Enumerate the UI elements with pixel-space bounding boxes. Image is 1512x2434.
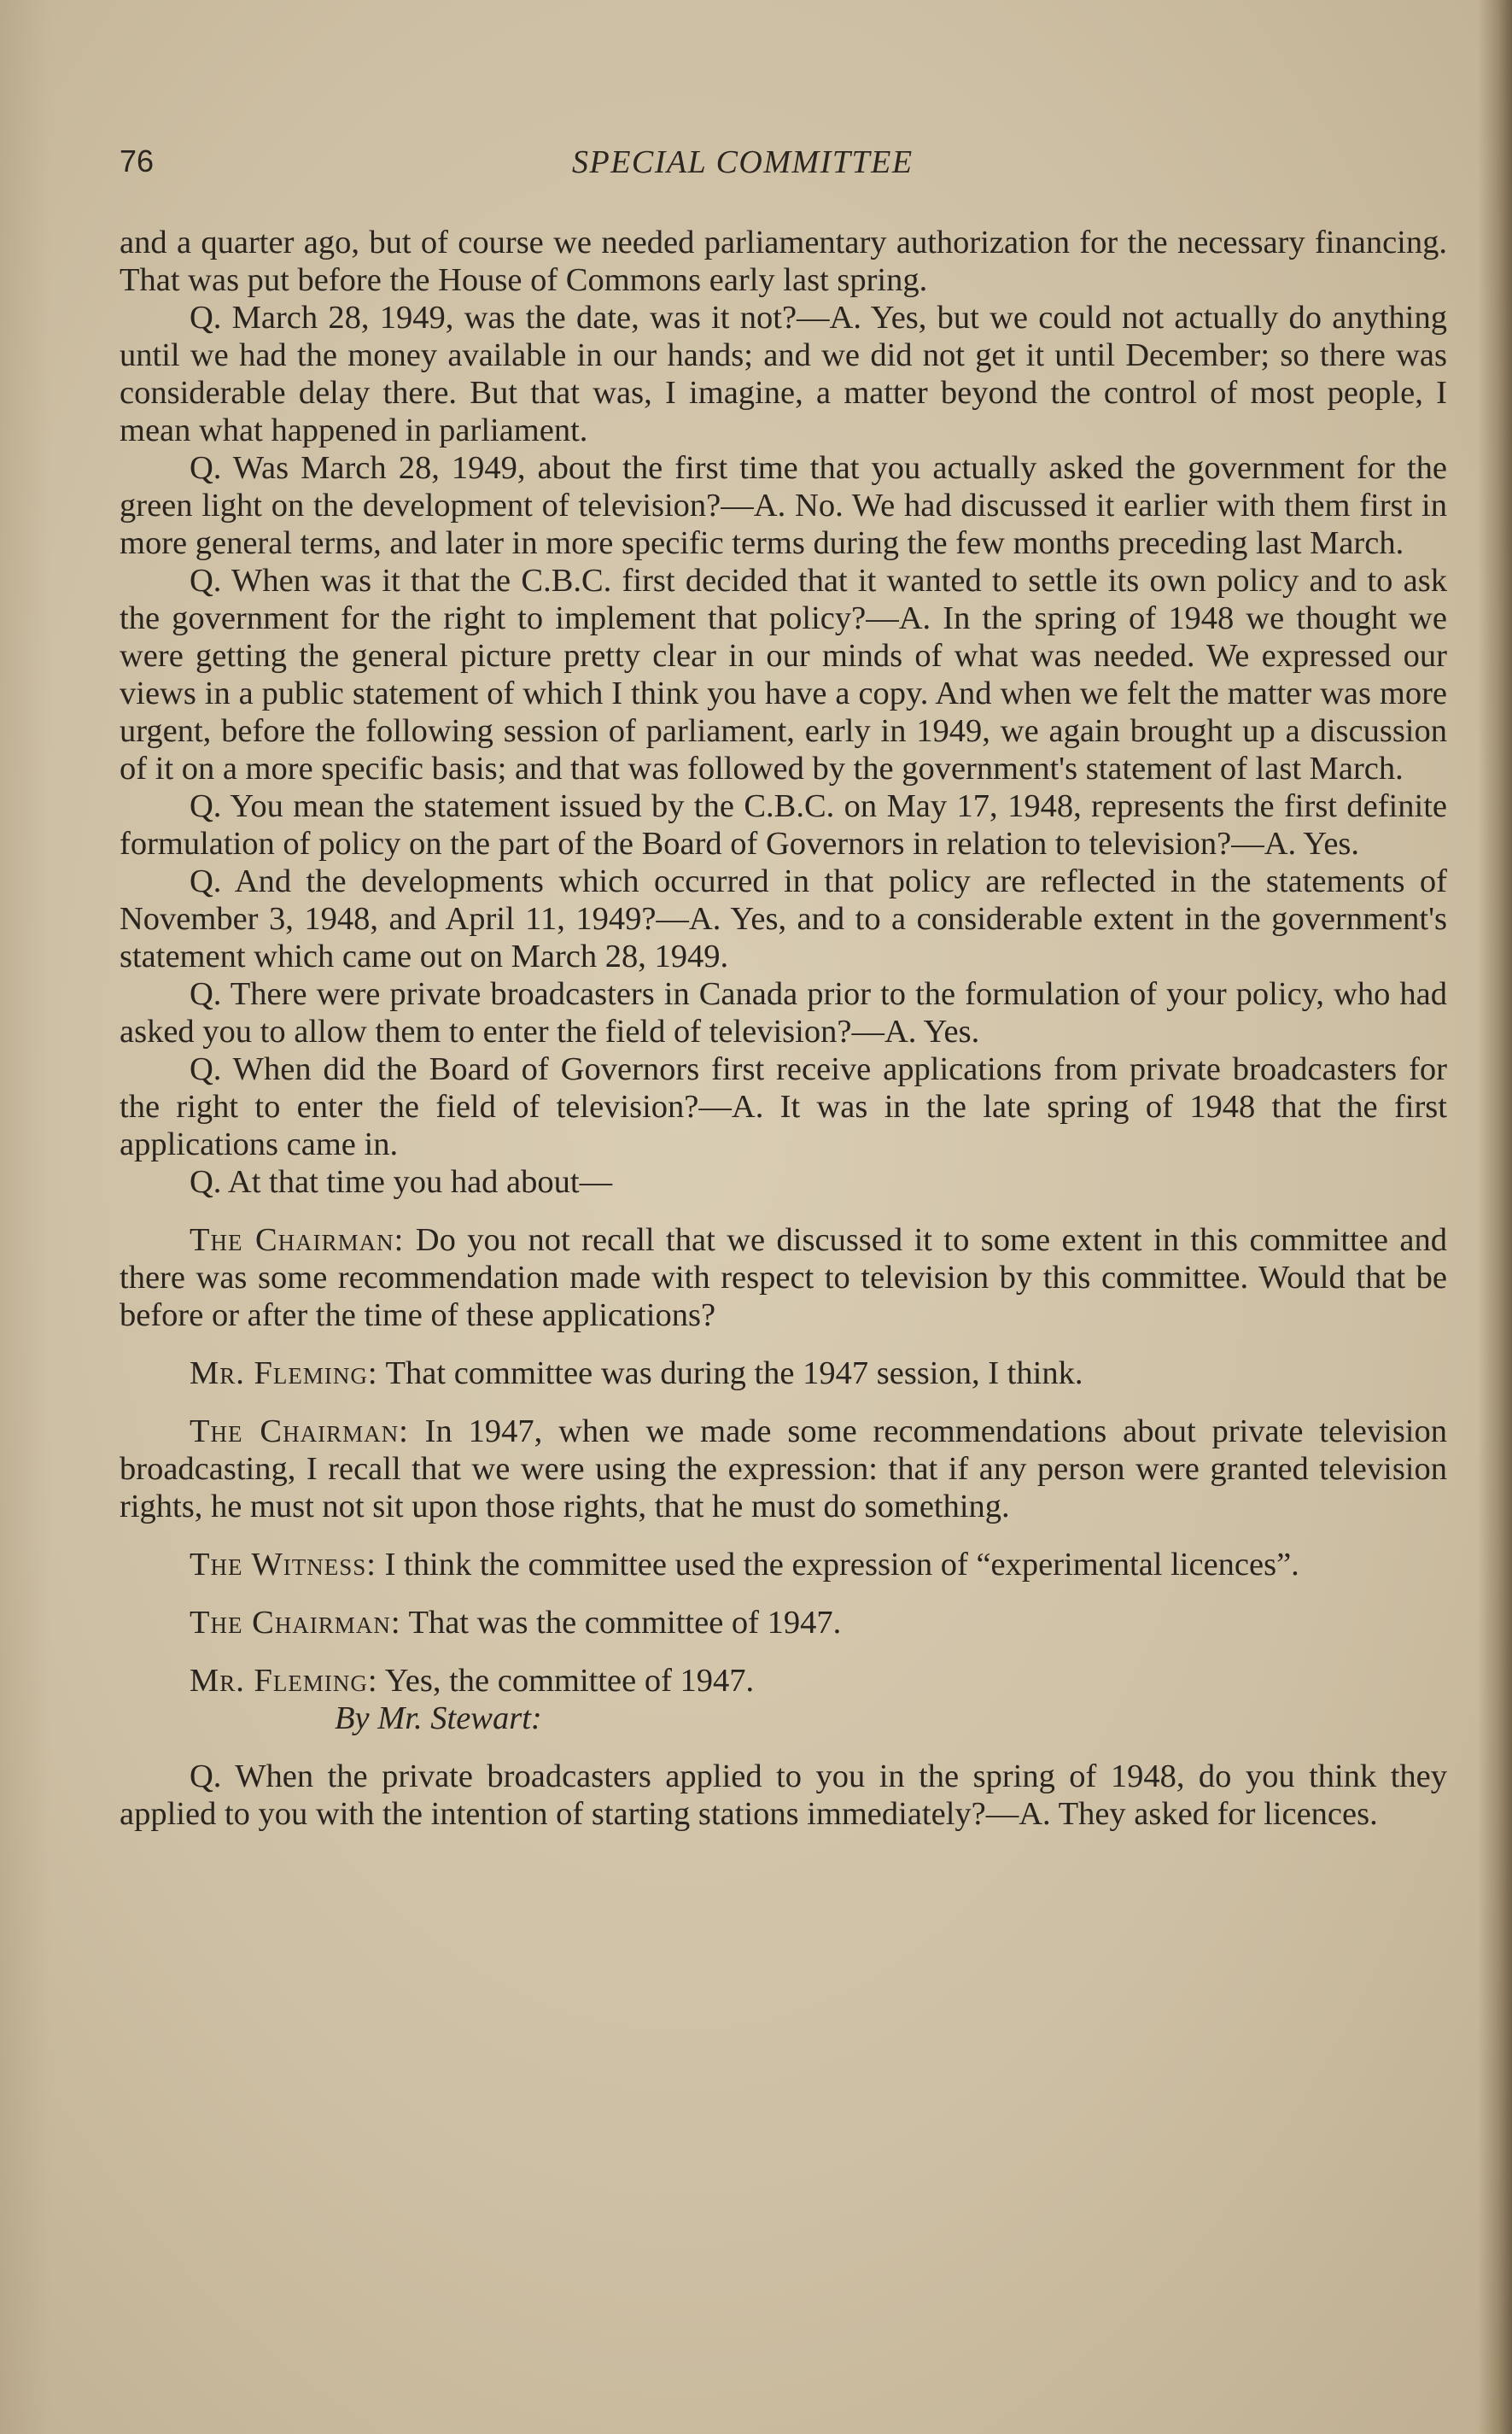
speaker-name: The Witness: [190, 1547, 377, 1583]
speech-text: In 1947, when we made some recommendations about private television broadcasting, I recall that we were using the expression: that if any person were granted television rights, he must not sit upon those rights, that he must do something. [120, 1413, 1448, 1524]
speaker-name: The Chairman: [190, 1413, 409, 1449]
page-header [120, 143, 1451, 186]
paragraph: Q. March 28, 1949, was the date, was it not?—A. Yes, but we could not actually do anything until we had the money available in our hands; and we did not get it until December; so there was considerable delay there. But that was, I imagine, a matter beyond the control of most people, I mean what happened in parliament. [120, 300, 1447, 448]
speech-text: Do you not recall that we discussed it to some extent in this committee and there was some recommendation made with respect to television by this committee. Would that be before or after the time of these applications? [120, 1222, 1448, 1333]
examiner-byline: By Mr. Stewart: [335, 1700, 542, 1736]
speech-text: I think the committee used the expression of “experimental licences”. [384, 1547, 1299, 1583]
page-edge-shadow-right [1478, 0, 1512, 2434]
speech-text: That was the committee of 1947. [408, 1605, 842, 1641]
body-text [120, 224, 1447, 1833]
speaker-name: Mr. Fleming: [190, 1663, 378, 1699]
speaker-name: The Chairman: [190, 1222, 405, 1258]
paragraph: Q. Was March 28, 1949, about the first time that you actually asked the government for the green light on the development of television?—A. No. We had discussed it earlier with them first in more general terms, and later in more specific terms during the few months preceding last March. [120, 450, 1447, 561]
speech-text: That committee was during the 1947 session, I think. [385, 1355, 1083, 1391]
paragraph: Q. When was it that the C.B.C. first decided that it wanted to settle its own policy and to ask the government for the right to implement that policy?—A. In the spring of 1948 we thought we were getting the general picture pretty clear in our minds of what was needed. We expressed our views in a public statement of which I think you have a copy. And when we felt the matter was more urgent, before the following session of parliament, early in 1949, we again brought up a discussion of it on a more specific basis; and that was followed by the government's statement of last March. [120, 563, 1447, 787]
page-number: 76 [120, 143, 155, 178]
paragraph: Q. You mean the statement issued by the C.B.C. on May 17, 1948, represents the first definite formulation of policy on the part of the Board of Governors in relation to television?—A. Yes. [120, 788, 1447, 862]
speech [120, 1604, 1447, 1641]
paragraph: Q. And the developments which occurred in that policy are reflected in the statements of November 3, 1948, and April 11, 1949?—A. Yes, and to a considerable extent in the government's statement which came out on March 28, 1949. [120, 863, 1447, 974]
speech [120, 1221, 1447, 1334]
speech [120, 1662, 1447, 1700]
paragraph: and a quarter ago, but of course we needed parliamentary authorization for the necessary financing. That was put before the House of Commons early last spring. [120, 225, 1447, 298]
speech [120, 1354, 1447, 1392]
running-head: SPECIAL COMMITTEE [572, 144, 914, 180]
speech [120, 1546, 1447, 1583]
speech-text: Yes, the committee of 1947. [384, 1663, 755, 1699]
paragraph: Q. There were private broadcasters in Canada prior to the formulation of your policy, who had asked you to allow them to enter the field of television?—A. Yes. [120, 976, 1447, 1050]
paragraph: Q. When the private broadcasters applied to you in the spring of 1948, do you think they applied to you with the intention of starting stations immediately?—A. They asked for licences. [120, 1758, 1447, 1832]
paragraph: Q. When did the Board of Governors first receive applications from private broadcasters for the right to enter the field of television?—A. It was in the late spring of 1948 that the first applications came in. [120, 1051, 1447, 1162]
speaker-name: The Chairman: [190, 1605, 401, 1641]
page-edge-shadow-left [0, 0, 51, 2434]
speaker-name: Mr. Fleming: [190, 1355, 378, 1391]
paragraph: Q. At that time you had about— [190, 1164, 613, 1200]
speech [120, 1413, 1447, 1525]
